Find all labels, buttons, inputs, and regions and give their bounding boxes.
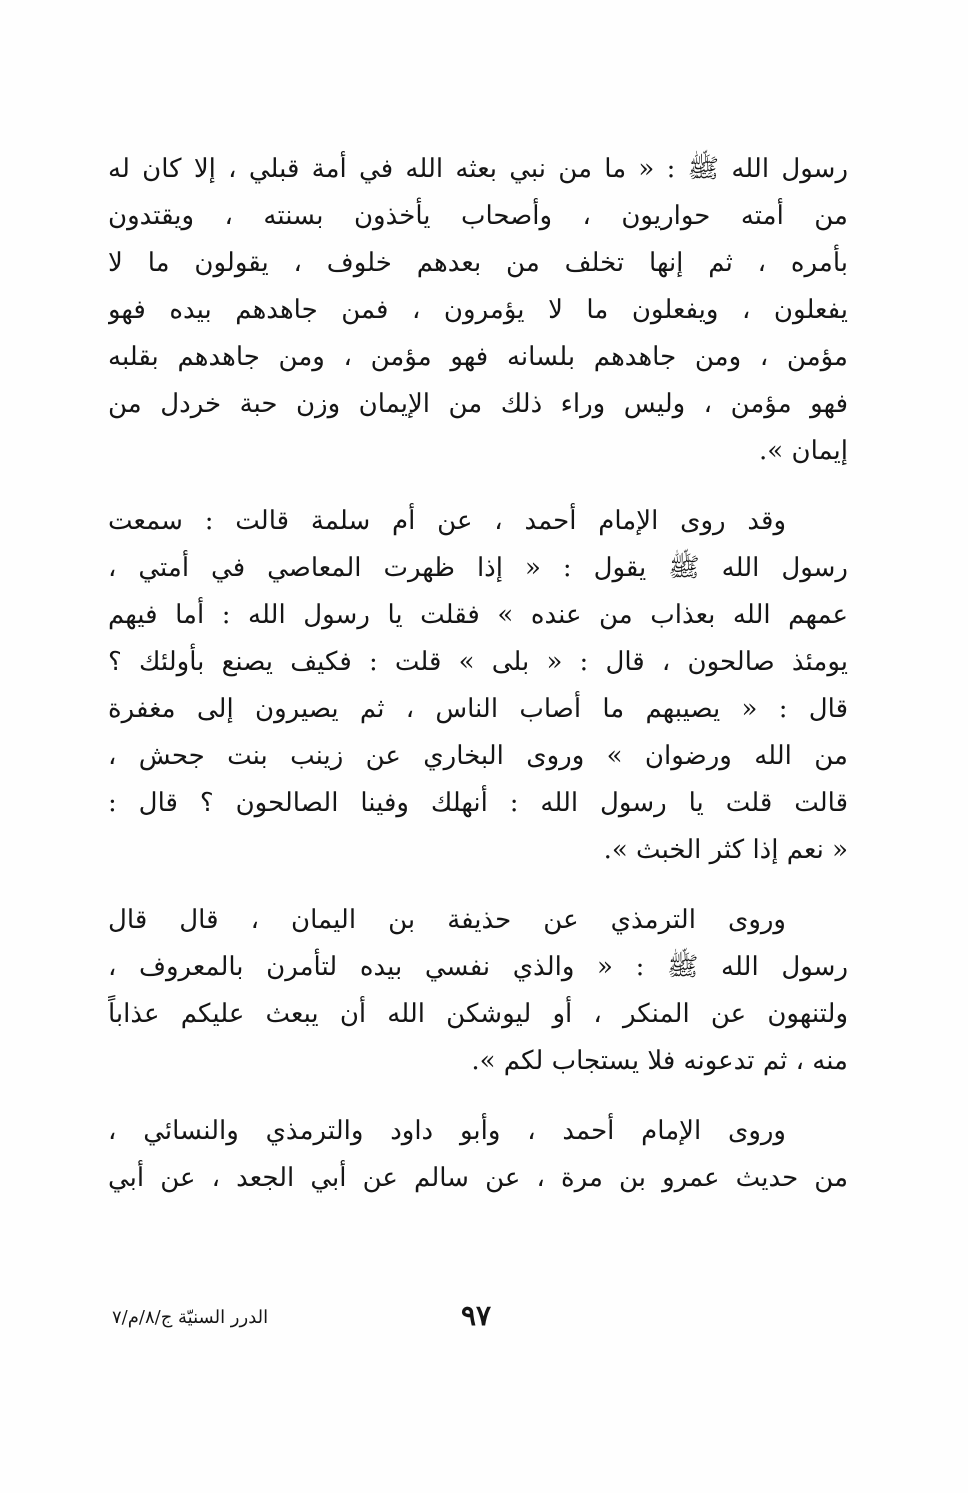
text-line: إيمان ». (759, 436, 848, 466)
page-footer (0, 1298, 968, 1338)
text-line: قال : « يصيبهم ما أصاب الناس ، ثم يصيرون إلى مغفرة (108, 694, 848, 724)
page-number: ٩٧ (460, 1299, 492, 1332)
text-line: قالت قلت يا رسول الله : أنهلك وفينا الصالحون ؟ قال : (108, 788, 848, 818)
text-line: من أمته حواريون ، وأصحاب يأخذون بسنته ، ويقتدون (108, 201, 848, 231)
text-line: رسول الله ﷺ : « ما من نبي بعثه الله في أمة قبلي ، إلا كان له (108, 154, 848, 184)
text-line: يومئذ صالحون ، قال : « بلى » قلت : فكيف يصنع بأولئك ؟ (108, 647, 848, 677)
text-line: عمهم الله بعذاب من عنده » فقلت يا رسول الله : أما فيهم (108, 600, 848, 630)
text-line: « نعم إذا كثر الخبث ». (603, 835, 848, 865)
text-line: وقد روى الإمام أحمد ، عن أم سلمة قالت : سمعت (108, 506, 786, 536)
source-reference: الدرر السنيّة ج/٨/م/٧ (112, 1307, 269, 1328)
main-text (108, 146, 848, 1225)
text-line: بأمره ، ثم إنها تخلف من بعدهم خلوف ، يقولون ما لا (108, 248, 848, 278)
text-line: منه ، ثم تدعونه فلا يستجاب لكم ». (471, 1046, 848, 1076)
text-line: وروى الإمام أحمد ، وأبو داود والترمذي والنسائي ، (108, 1116, 786, 1146)
text-line: رسول الله ﷺ يقول : « إذا ظهرت المعاصي في أمتي ، (108, 553, 848, 583)
text-line: وروى الترمذي عن حذيفة بن اليمان ، قال قال (108, 905, 786, 935)
text-line: ولتنهون عن المنكر ، أو ليوشكن الله أن يبعث عليكم عذاباً (108, 999, 848, 1029)
text-line: فهو مؤمن ، وليس وراء ذلك من الإيمان وزن حبة خردل من (108, 389, 848, 419)
text-line: يفعلون ، ويفعلون ما لا يؤمرون ، فمن جاهدهم بيده فهو (108, 295, 848, 325)
text-line: مؤمن ، ومن جاهدهم بلسانه فهو مؤمن ، ومن جاهدهم بقلبه (108, 342, 848, 372)
text-line: رسول الله ﷺ : « والذي نفسي بيده لتأمرن بالمعروف ، (108, 952, 848, 982)
paragraph-2 (108, 498, 848, 874)
paragraph-4 (108, 1108, 848, 1202)
paragraph-3 (108, 897, 848, 1085)
paragraph-1 (108, 146, 848, 475)
text-line: من الله ورضوان » وروى البخاري عن زينب بنت جحش ، (108, 741, 848, 771)
text-line: من حديث عمرو بن مرة ، عن سالم عن أبي الجعد ، عن أبي (108, 1163, 848, 1193)
